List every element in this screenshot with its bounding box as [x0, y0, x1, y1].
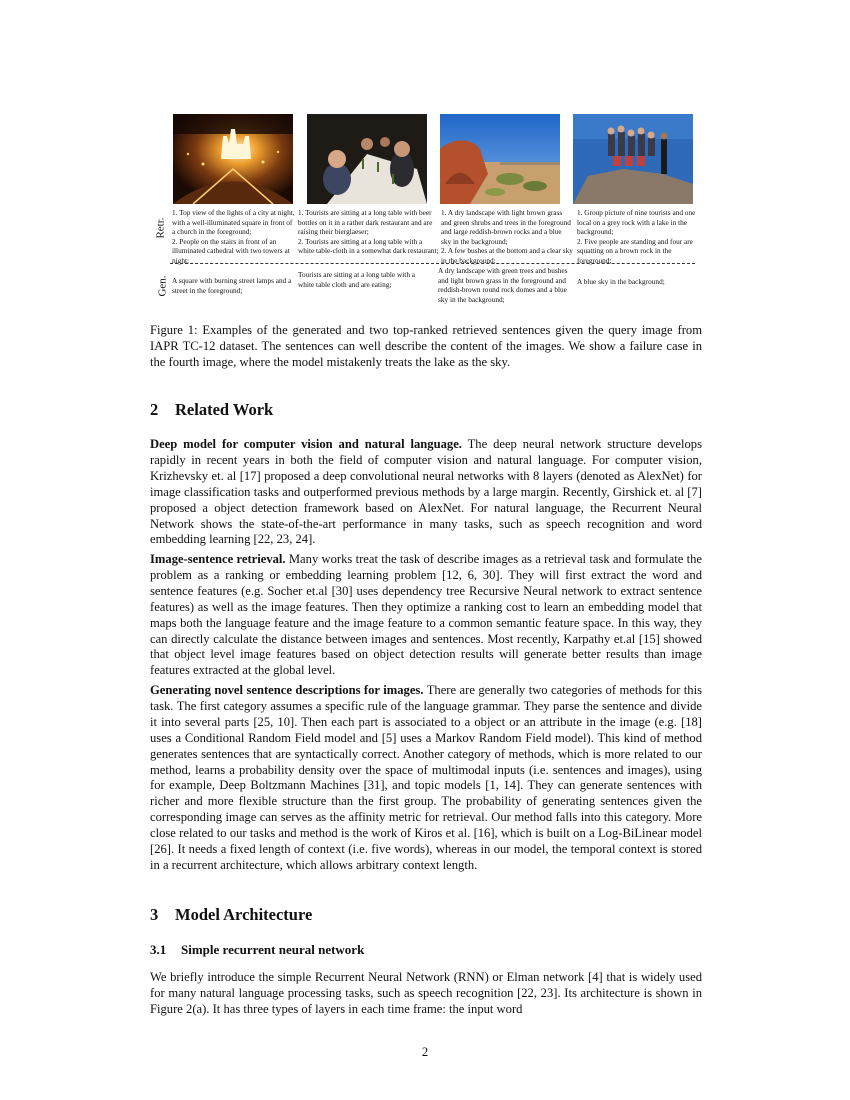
retrieved-sentence-1: 1. Group picture of nine tourists and one local on a grey rock with a lake in the background;: [577, 208, 696, 237]
section-number: 3: [150, 905, 159, 924]
paragraph-lead: Image-sentence retrieval.: [150, 552, 286, 566]
page-number: 2: [421, 1045, 429, 1059]
subsection-title: Simple recurrent neural network: [181, 942, 365, 957]
retrieved-sentence-2: 2. Five people are standing and four are squatting on a brown rock in the foreground;: [577, 236, 693, 265]
subsection-number: 3.1: [150, 942, 167, 957]
section-title: Model Architecture: [175, 905, 313, 924]
generated-caption-1: A square with burning street lamps and a street in the foreground;: [172, 276, 292, 295]
retrieved-caption-2: [298, 208, 440, 256]
retrieved-caption-1: [172, 208, 296, 266]
paragraph-body: There are generally two categories of methods for this task. The first category assumes a specific rule of the language grammar. They parse the sentence and divide it into several parts [25, 10]. Then each part is associated to a object or an attribute in the image (e.g. [18] uses a Conditional Random Field model and [5] uses a Markov Random Field model). This kind of method generates sentences that are syntactically correct. Another category of methods, which is more related to our method, learns a probability density over the space of multimodal inputs (i.e. sentences and images), using for example, Deep Boltzmann Machines [31], and topic models [1, 14]. They can generate sentences with richer and more flexible structure than the first group. The probability of generating sentences given the corresponding image can serves as the affinity metric for retrieval. Our method falls into this category. More close related to our tasks and method is the work of Kiros et al. [16], which is built on a Log-BiLinear model [26]. It needs a fixed length of context (i.e. five words), whereas in our model, the temporal context is stored in a recurrent architecture, which allows arbitrary context length.: [150, 683, 702, 872]
figure-divider: [170, 263, 695, 264]
paragraph-lead: Generating novel sentence descriptions for images.: [150, 683, 424, 697]
retrieved-sentence-2: 2. A few bushes at the bottom and a clear sky in the background;: [441, 246, 573, 265]
retrieved-sentence-2: 2. People on the stairs in front of an illuminated cathedral with two towers at night;: [172, 236, 290, 265]
retrieved-caption-3: [441, 208, 573, 266]
generated-caption-4: A blue sky in the background;: [577, 277, 665, 286]
section-title: Related Work: [175, 400, 274, 419]
section-heading-model-architecture: [150, 905, 312, 925]
generated-caption-2: Tourists are sitting at a long table with a white table cloth and are eating;: [298, 270, 416, 289]
row-label-retrieved: Retr.: [154, 217, 167, 239]
figure-image-night-cathedral: [173, 114, 293, 204]
retrieved-sentence-1: 1. Top view of the lights of a city at night, with a well-illuminated square in front of a church in the foreground;: [172, 208, 295, 237]
figure-image-group-by-lake: [573, 114, 693, 204]
subsection-heading-simple-rnn: [150, 942, 364, 958]
paragraph-body: Many works treat the task of describe images as a retrieval task and formulate the problem as a ranking or embedding learning problem [12, 6, 30]. They will first extract the word and sentence features (e.g. Socher et.al [30] uses dependency tree Recursive Neural network to extract sentence features) as well as the image features. Then they optimize a ranking cost to learn an embedding model that maps both the language feature and the image feature to a common semantic feature space. In this way, they can directly calculate the distance between images and sentences. Most recently, Karpathy et.al [15] showed that object level image features based on object detection results will generate better results than image features extracted at the global level.: [150, 552, 702, 678]
paragraph-generating-descriptions: [150, 683, 702, 874]
section-heading-related-work: [150, 400, 273, 420]
paragraph-image-sentence-retrieval: [150, 552, 702, 679]
generated-caption-3: A dry landscape with green trees and bushes and light brown grass in the foreground and reddish-brown round rock domes and a blue sky in the background;: [438, 266, 568, 304]
retrieved-sentence-2: 2. Tourists are sitting at a long table with a white table-cloth in a somewhat dark restaurant;: [298, 236, 439, 256]
figure-image-restaurant: [307, 114, 427, 204]
figure-caption: Figure 1: Examples of the generated and two top-ranked retrieved sentences given the query image from IAPR TC-12 dataset. The sentences can well describe the content of the images. We show a failure case in the fourth image, where the model mistakenly treats the lake as the sky.: [150, 323, 702, 369]
section-number: 2: [150, 400, 159, 419]
figure-image-dry-landscape: [440, 114, 560, 204]
paragraph-simple-rnn: We briefly introduce the simple Recurrent Neural Network (RNN) or Elman network [4] that is widely used for many natural language processing tasks, such as speech recognition [22, 23]. Its architecture is shown in Figure 2(a). It has three types of layers in each time frame: the input word: [150, 970, 702, 1016]
paragraph-lead: Deep model for computer vision and natural language.: [150, 437, 462, 451]
retrieved-sentence-1: 1. A dry landscape with light brown grass and green shrubs and trees in the foreground and large reddish-brown rocks and a blue sky in the background;: [441, 208, 571, 246]
retrieved-sentence-1: 1. Tourists are sitting at a long table with beer bottles on it in a rather dark restaurant and are raising their bierglaeser;: [298, 208, 433, 237]
paragraph-deep-model: [150, 437, 702, 548]
paragraph-body: The deep neural network structure develops rapidly in recent years in both the field of computer vision and natural language. For computer vision, Krizhevsky et. al [17] proposed a deep convolutional neural networks with 8 layers (denoted as AlexNet) for image classification tasks and outperformed previous methods by a large margin. Recently, Girshick et. al [7] proposed a object detection framework based on AlexNet. For natural language, the Recurrent Neural Network shows the state-of-the-art performance in many tasks, such as speech recognition and word embedding learning [22, 23, 24].: [150, 437, 702, 547]
retrieved-caption-4: [577, 208, 699, 266]
row-label-generated: Gen.: [156, 275, 169, 297]
